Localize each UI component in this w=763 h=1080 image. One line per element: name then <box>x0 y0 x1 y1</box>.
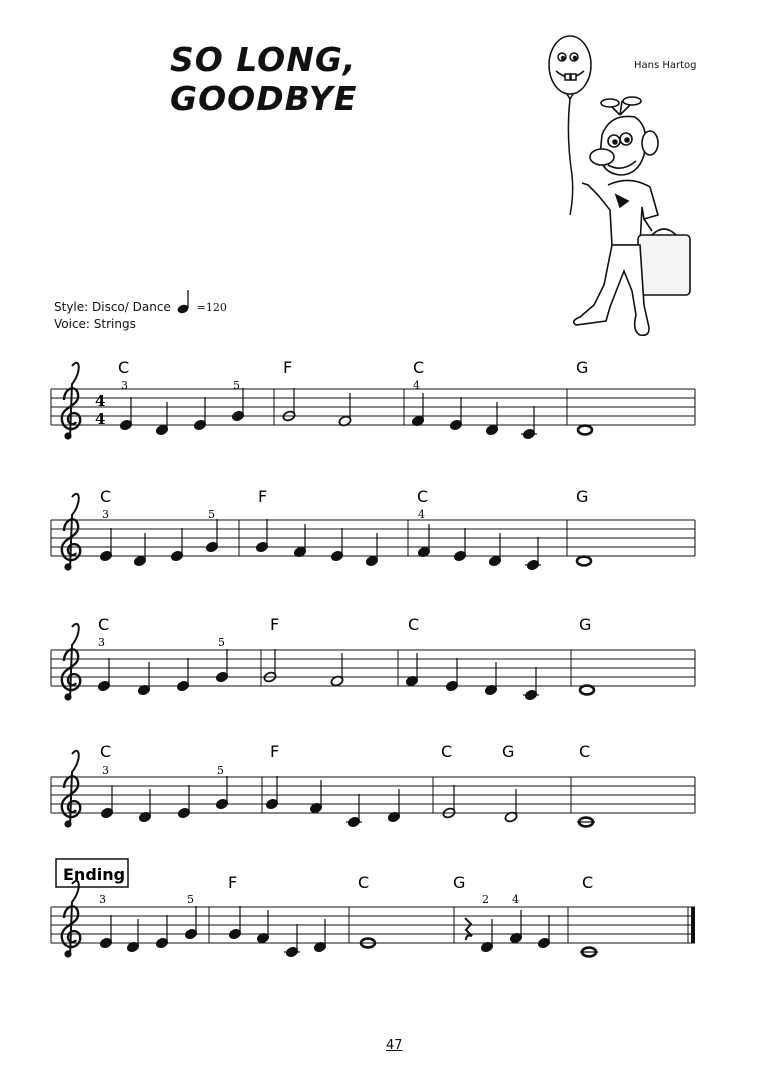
svg-text:5: 5 <box>187 893 194 906</box>
chord-label: F <box>258 487 268 506</box>
treble-clef-icon <box>62 624 80 701</box>
svg-text:3: 3 <box>98 636 105 649</box>
chord-label: C <box>413 358 425 377</box>
chord-label: C <box>98 615 110 634</box>
svg-text:3: 3 <box>102 508 109 521</box>
treble-clef-icon <box>62 363 80 440</box>
time-signature-bottom: 4 <box>95 410 106 428</box>
svg-text:3: 3 <box>102 764 109 777</box>
chord-label: C <box>100 487 112 506</box>
svg-text:4: 4 <box>418 508 425 521</box>
chord-label: C <box>358 873 370 892</box>
chord-label: C <box>579 742 591 761</box>
chord-label: F <box>228 873 238 892</box>
time-signature-top: 4 <box>95 392 106 410</box>
song-title: SO LONG, GOODBYE <box>170 40 358 118</box>
svg-text:2: 2 <box>482 893 489 906</box>
chord-label: F <box>283 358 293 377</box>
ending-label: Ending <box>63 865 126 884</box>
treble-clef-icon <box>62 751 80 828</box>
treble-clef-icon <box>62 881 80 958</box>
svg-text:5: 5 <box>217 764 224 777</box>
chord-label: G <box>576 487 589 506</box>
chord-label: C <box>118 358 130 377</box>
chord-label: C <box>408 615 420 634</box>
svg-text:3: 3 <box>99 893 106 906</box>
page-number: 47 <box>386 1038 403 1053</box>
treble-clef-icon <box>62 494 80 571</box>
staff-system-2 <box>51 487 695 571</box>
quarter-rest-icon <box>465 918 472 940</box>
chord-label: C <box>441 742 453 761</box>
chord-label: C <box>417 487 429 506</box>
chord-label: G <box>579 615 592 634</box>
chord-label: G <box>576 358 589 377</box>
svg-text:5: 5 <box>233 379 240 392</box>
composer-name: Hans Hartog <box>634 60 697 71</box>
staff-system-3 <box>51 615 695 701</box>
final-barline <box>691 907 695 943</box>
chord-label: C <box>582 873 594 892</box>
chord-label: F <box>270 615 280 634</box>
staff-system-ending <box>51 859 695 958</box>
staff-system-1 <box>51 358 695 440</box>
chord-label: G <box>453 873 466 892</box>
chord-label: C <box>100 742 112 761</box>
svg-text:4: 4 <box>413 379 420 392</box>
svg-text:5: 5 <box>208 508 215 521</box>
style-label: Style: Disco/ Dance <box>54 300 171 314</box>
svg-text:3: 3 <box>121 379 128 392</box>
staff-system-4 <box>51 742 695 828</box>
chord-label: G <box>502 742 515 761</box>
chord-label: F <box>270 742 280 761</box>
svg-text:4: 4 <box>512 893 519 906</box>
svg-text:5: 5 <box>218 636 225 649</box>
tempo-value: =120 <box>196 301 227 314</box>
voice-label: Voice: Strings <box>54 317 136 331</box>
